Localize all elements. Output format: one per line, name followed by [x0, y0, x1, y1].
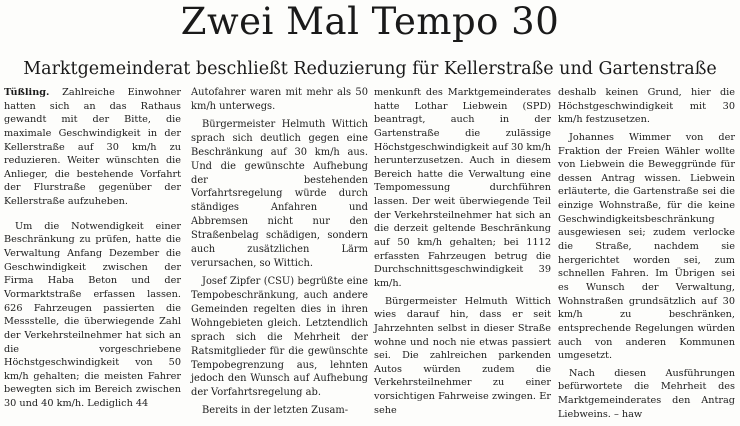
paragraph: Bereits in der letzten Zusam- [202, 405, 349, 417]
paragraph: Bürgermeister Helmuth Wittich sprach sich deutlich gegen eine Beschränkung auf 30 km/h aus. Und die gewünschte Aufhebung der bestehenden Vorfahrtsregelung würde durch ständiges Anfahren und Abbremsen nicht nur den Straßenbelag schädigen, sondern auch zusätzlichen Lärm verursachen, so Wittich. [191, 118, 368, 270]
paragraph: Johannes Wimmer von der Fraktion der Freien Wähler wollte von Liebwein die Beweggründe für dessen Antrag wissen. Liebwein erläuterte, die Gartenstraße sei die einzige Wohnstraße, für die keine Geschwindigkeitsbeschränkung ausgewiesen sei; zudem verlocke die Straße, nachdem sie hergerichtet worden sei, zum schnellen Fahren. Im Übrigen sei es Wunsch der Verwaltung, Wohnstraßen grundsätzlich auf 30 km/h zu beschränken, entsprechende Regelungen würden auch von anderen Kommunen umgesetzt. [558, 131, 735, 362]
paragraph: menkunft des Marktgemeinderates hatte Lothar Liebwein (SPD) beantragt, auch in der Gartenstraße die zulässige Höchstgeschwindigkeit auf 30 km/h herunterzusetzen. Auch in diesem Bereich hatte die Verwaltung eine Tempomessung durchführen lassen. Der weit überwiegende Teil der Verkehrsteilnehmer hat sich an die derzeit geltende Beschränkung auf 50 km/h gehalten; bei 1112 erfassten Fahrzeugen betrug die Durchschnittsgeschwindigkeit 39 km/h. [374, 87, 551, 289]
paragraph: Bürgermeister Helmuth Wittich wies darauf hin, dass er seit Jahrzehnten selbst in dieser Straße wohne und noch nie etwas passiert sei. Die zahlreichen parkenden Autos würden zudem die Verkehrsteilnehmer zu einer vorsichtigen Fahrweise zwingen. Er sehe [374, 295, 551, 416]
article-column-2 [191, 86, 368, 418]
paragraph: Um die Notwendigkeit einer Beschränkung zu prüfen, hatte die Verwaltung Anfang Dezember die Geschwindigkeit zwischen der Firma Haba Beton und der Vormarktstraße erfassen lassen. 626 Fahrzeugen passierten die Messstelle, die überwiegende Zahl der Verkehrsteilnehmer hat sich an die vorgeschriebene Höchstgeschwindigkeit von 50 km/h gehalten; die meisten Fahrer bewegten sich im Bereich zwischen 30 und 40 km/h. Lediglich 44 [4, 220, 181, 410]
headline: Zwei Mal Tempo 30 [180, 0, 560, 43]
paragraph: Nach diesen Ausführungen befürwortete die Mehrheit des Marktgemeinderates den Antrag Liebweins. – haw [558, 367, 735, 420]
subheadline: Marktgemeinderat beschließt Reduzierung für Kellerstraße und Gartenstraße [23, 59, 717, 79]
article-column-4 [558, 86, 735, 421]
paragraph: deshalb keinen Grund, hier die Höchstgeschwindigkeit mit 30 km/h festzusetzen. [558, 87, 735, 126]
article-column-3 [374, 86, 551, 417]
paragraph: Autofahrer waren mit mehr als 50 km/h unterwegs. [191, 87, 368, 112]
paragraph-text: Zahlreiche Einwohner hatten sich an das Rathaus gewandt mit der Bitte, die maximale Geschwindigkeit in der Kellerstraße auf 30 km/h zu reduzieren. Weiter wünschten die Anlieger, die bestehende Vorfahrt der Flurstraße gegenüber der Kellerstraße aufzuheben. [4, 87, 181, 208]
paragraph [4, 86, 181, 209]
article-column-1 [4, 86, 181, 411]
dateline: Tüßling. [4, 87, 50, 98]
paragraph: Josef Zipfer (CSU) begrüßte eine Tempobeschränkung, auch andere Gemeinden regelten dies in ihren Wohngebieten gleich. Letztendlich sprach sich die Mehrheit der Ratsmitglieder für die gewünschte Tempobegrenzung aus, lehnten jedoch den Wunsch auf Aufhebung der Vorfahrtsregelung ab. [191, 275, 368, 399]
